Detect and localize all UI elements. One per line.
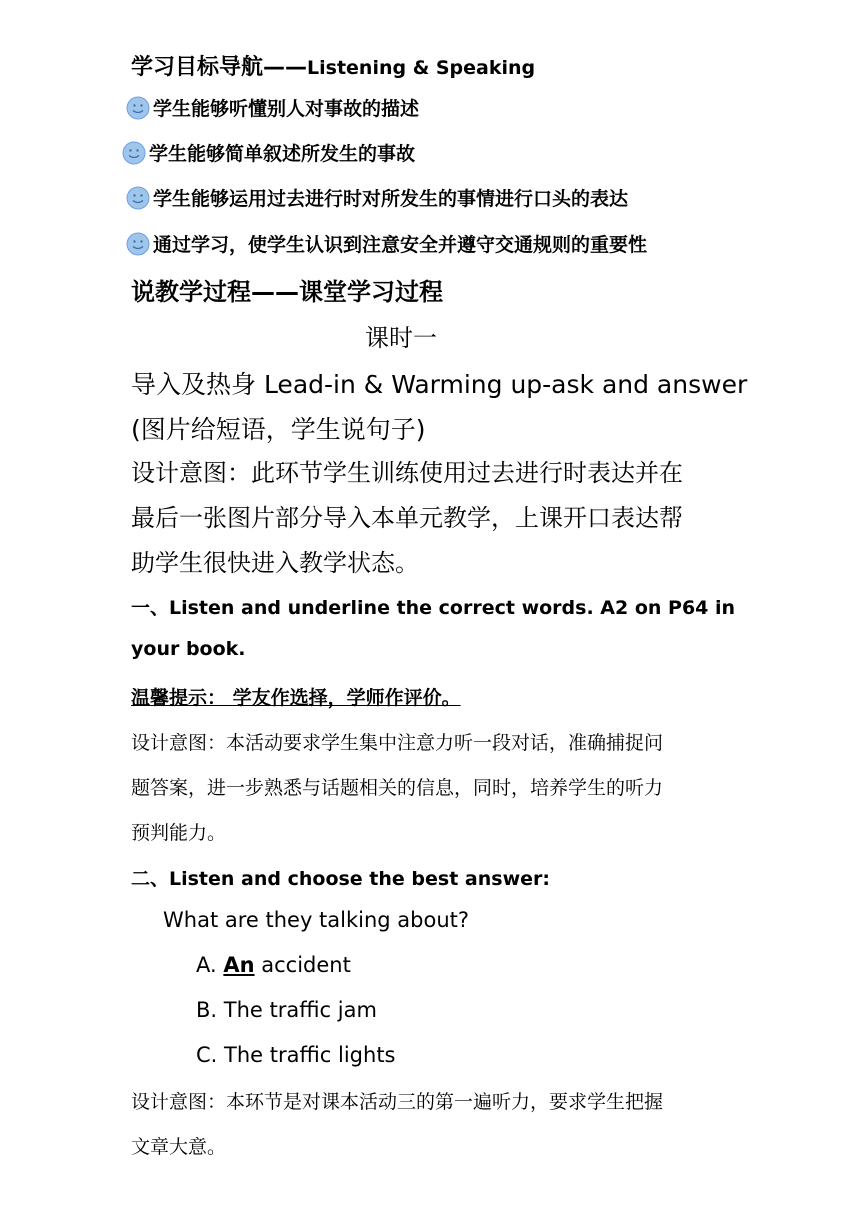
goal-item [126,94,419,121]
design-intent-line: 设计意图：本环节是对课本活动三的第一遍听力，要求学生把握 [131,1091,664,1113]
goal-text: 学生能够听懂别人对事故的描述 [153,98,420,120]
question-text: What are they talking about? [163,908,470,932]
goal-text: 学生能够简单叙述所发生的事故 [149,143,416,165]
section1-heading-cont: your book. [131,638,246,660]
leadin-subtitle: (图片给短语，学生说句子) [131,415,426,444]
smiley-face-icon [122,141,146,165]
option-prefix: A. [196,953,224,977]
smiley-face-icon [126,232,150,256]
smiley-face-icon [126,186,150,210]
design-intent-line: 预判能力。 [131,822,227,844]
goal-item [122,139,415,166]
section2-heading: 二、Listen and choose the best answer: [131,868,550,890]
goal-item [126,230,647,257]
section1-heading: 一、Listen and underline the correct words. A2 on P64 in [131,597,736,619]
option-c: C. The traffic lights [196,1043,396,1067]
design-intent-line: 题答案，进一步熟悉与话题相关的信息，同时，培养学生的听力 [131,777,664,799]
option-a [196,953,351,977]
goals-heading-zh: 学习目标导航—— [131,55,308,80]
leadin-title: 导入及热身 Lead-in & Warming up-ask and answer [131,370,748,399]
goal-text: 学生能够运用过去进行时对所发生的事情进行口头的表达 [153,188,629,210]
goal-item [126,184,628,211]
process-heading: 说教学过程——课堂学习过程 [131,278,443,306]
option-rest: accident [254,953,351,977]
design-intent-line: 文章大意。 [131,1136,227,1158]
design-intent-line: 设计意图：此环节学生训练使用过去进行时表达并在 [131,459,683,487]
option-underlined-word: An [223,953,255,977]
tip-text: 温馨提示： 学友作选择，学师作评价。 [131,687,461,709]
design-intent-line: 最后一张图片部分导入本单元教学，上课开口表达帮 [131,504,683,532]
option-b: B. The traffic jam [196,998,377,1022]
goal-text: 通过学习，使学生认识到注意安全并遵守交通规则的重要性 [153,234,648,256]
lesson-heading: 课时一 [365,324,437,352]
goals-heading-en: Listening & Speaking [307,57,536,79]
design-intent-line: 助学生很快进入教学状态。 [131,549,419,577]
goals-heading [131,50,535,81]
smiley-face-icon [126,96,150,120]
design-intent-line: 设计意图：本活动要求学生集中注意力听一段对话，准确捕捉问 [131,732,664,754]
